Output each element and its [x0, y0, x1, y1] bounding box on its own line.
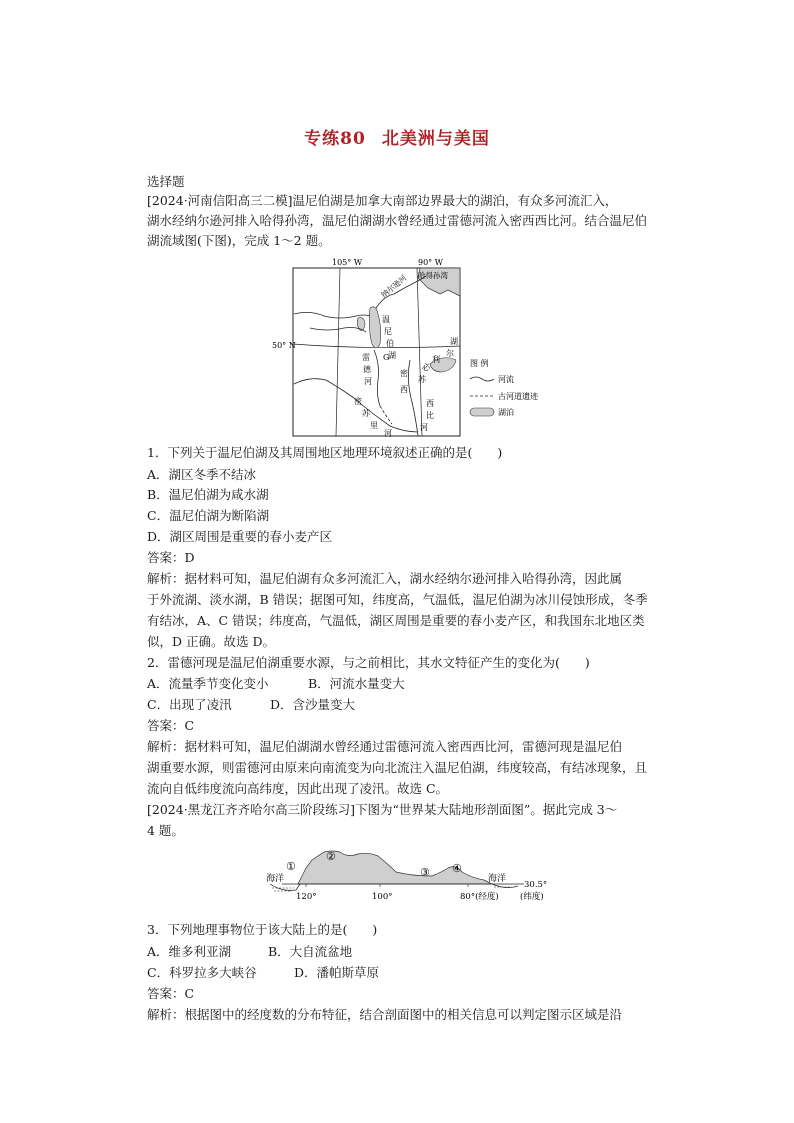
map-winnipeg-2: 尼 [384, 327, 392, 336]
map-superior-3: 利 [432, 355, 440, 364]
map-g-label: G [383, 353, 390, 362]
q1-option-b: B．温尼伯湖为咸水湖 [147, 487, 269, 502]
q1-analysis-2: 于外流湖、淡水湖，B 错误；据图可知，纬度高，气温低，温尼伯湖为冰川侵蚀形成，冬季 [147, 592, 648, 607]
profile-mark-4: ④ [452, 862, 462, 875]
intro2-line2: 4 题。 [147, 823, 184, 838]
q3-option-c: C．科罗拉多大峡谷 [147, 965, 257, 980]
q1-stem: 1．下列关于温尼伯湖及其周围地区地理环境叙述正确的是( ) [147, 445, 503, 460]
intro1-line2: 湖水经纳尔逊河排入哈得孙湾，温尼伯湖湖水曾经通过雷德河流入密西西比河。结合温尼伯 [147, 213, 648, 228]
q1-option-d: D．湖区周围是重要的春小麦产区 [147, 529, 333, 544]
title-series: 专练80 [304, 129, 366, 149]
title-topic: 北美洲与美国 [381, 129, 490, 149]
map-miss-2: 西 [400, 385, 408, 394]
q3-option-a: A．维多利亚湖 [147, 944, 232, 959]
profile-lat-unit: (纬度) [520, 892, 544, 902]
q1-answer: 答案：D [147, 550, 195, 565]
map-miss-4: 比 [426, 411, 434, 420]
map-nelson-river: 纳尔逊河 [379, 273, 409, 300]
map-miss-3: 西 [426, 399, 434, 408]
map-legend-river: 河流 [498, 375, 514, 384]
q2-analysis-1: 解析：据材料可知，温尼伯湖湖水曾经通过雷德河流入密西西比河，雷德河现是温尼伯 [147, 739, 623, 754]
map-red-1: 雷 [362, 353, 370, 362]
map-red-2: 德 [363, 365, 371, 374]
map-miss-1: 密 [400, 369, 408, 378]
map-winnipeg-4: 湖 [388, 351, 396, 360]
map-red-3: 河 [364, 377, 372, 386]
intro1-line1: [2024·河南信阳高三二模]温尼伯湖是加拿大南部边界最大的湖泊，有众多河流汇入， [147, 193, 618, 208]
profile-ocean-right: 海洋 [488, 874, 507, 884]
profile-ocean-left: 海洋 [266, 874, 285, 884]
q3-option-d: D．潘帕斯草原 [294, 965, 380, 980]
map-legend-old-river: 古河道遗迹 [498, 392, 538, 401]
q2-option-a: A．流量季节变化变小 [147, 676, 269, 691]
q2-answer: 答案：C [147, 718, 195, 733]
profile-tick-120: 120° [296, 892, 317, 902]
q2-option-c: C．出现了凌汛 [147, 697, 232, 712]
map-lon-left: 105° W [332, 258, 363, 267]
map-missouri-1: 密 [354, 397, 362, 406]
q3-option-b: B．大自流盆地 [268, 944, 353, 959]
terrain-profile [262, 846, 562, 912]
section-heading: 选择题 [147, 174, 185, 189]
q3-analysis: 解析：根据图中的经度数的分布特征，结合剖面图中的相关信息可以判定图示区域是沿 [147, 1007, 623, 1022]
profile-lat-value: 30.5° [524, 880, 548, 890]
map-miss-5: 河 [420, 423, 428, 432]
profile-mark-2: ② [326, 850, 336, 863]
map-lon-right: 90° W [418, 258, 443, 267]
map-superior-4: 尔 [446, 349, 454, 358]
q1-analysis-3: 有结冰，A、C 错误；纬度高，气温低，湖区周围是重要的春小麦产区，和我国东北地区类 [147, 613, 645, 628]
profile-tick-80: 80°(经度) [460, 892, 499, 902]
q1-analysis-1: 解析：据材料可知，温尼伯湖有众多河流汇入，湖水经纳尔逊河排入哈得孙湾，因此属 [147, 571, 623, 586]
map-lat: 50° N [272, 341, 296, 350]
q2-option-b: B．河流水量变大 [308, 676, 405, 691]
q2-stem: 2．雷德河现是温尼伯湖重要水源，与之前相比，其水文特征产生的变化为( ) [147, 655, 590, 670]
q2-analysis-3: 流向自低纬度流向高纬度，因此出现了凌汛。故选 C。 [147, 781, 449, 796]
q3-stem: 3．下列地理事物位于该大陆上的是( ) [147, 922, 378, 937]
map-winnipeg-1: 温 [382, 315, 390, 324]
map-superior-5: 湖 [450, 337, 458, 346]
q1-analysis-4: 似，D 正确。故选 D。 [147, 634, 275, 649]
winnipeg-basin-map [270, 256, 570, 438]
profile-mark-1: ① [286, 860, 296, 873]
map-superior-1: 苏 [418, 375, 426, 384]
map-missouri-3: 里 [370, 421, 378, 430]
intro1-line3: 湖流域图(下图)，完成 1～2 题。 [147, 233, 331, 248]
profile-mark-3: ③ [420, 866, 430, 879]
map-winnipeg-3: 伯 [386, 339, 394, 348]
map-legend-title: 图 例 [470, 359, 489, 368]
page-title [0, 124, 794, 149]
q2-option-d: D．含沙量变大 [270, 697, 356, 712]
profile-tick-100: 100° [372, 892, 393, 902]
q3-answer: 答案：C [147, 986, 195, 1001]
q1-option-a: A．湖区冬季不结冰 [147, 467, 257, 482]
q1-option-c: C．温尼伯湖为断陷湖 [147, 508, 270, 523]
map-hudson-bay: 哈得孙湾 [418, 271, 448, 280]
map-missouri-2: 苏 [362, 409, 370, 418]
map-superior-2: 必 [422, 363, 430, 372]
intro2-line1: [2024·黑龙江齐齐哈尔高三阶段练习]下图为“世界某大陆地形剖面图”。据此完成 3～ [147, 802, 618, 817]
map-missouri-4: 河 [384, 429, 392, 438]
map-legend-lake: 湖泊 [498, 408, 514, 417]
q2-analysis-2: 湖重要水源，则雷德河由原来向南流变为向北流注入温尼伯湖，纬度较高，有结冰现象，且 [147, 760, 648, 775]
